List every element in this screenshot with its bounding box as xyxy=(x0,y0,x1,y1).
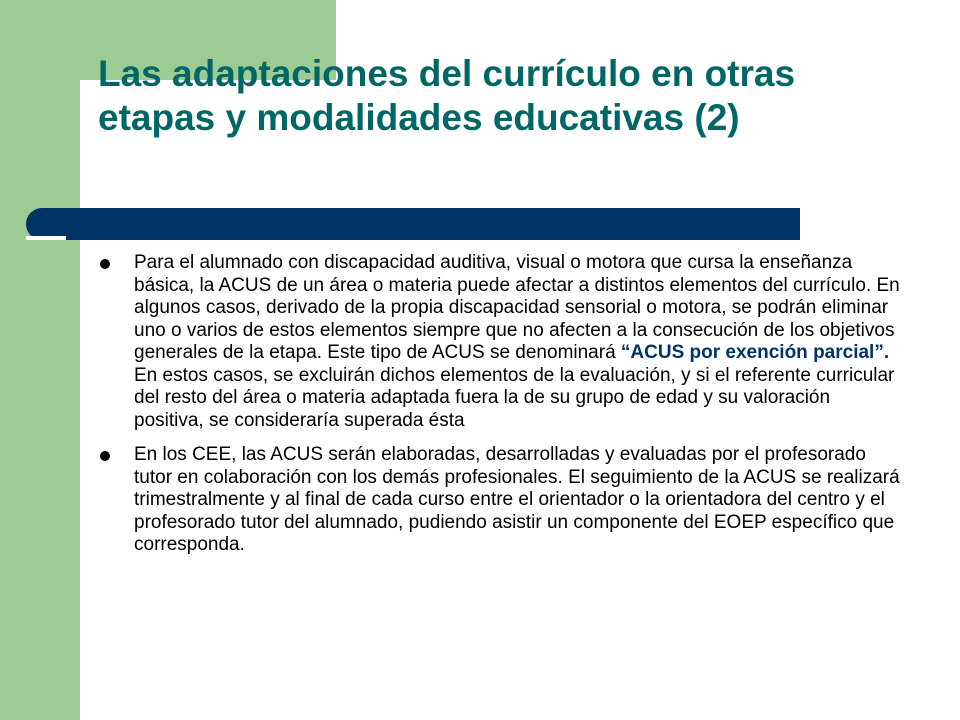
bullet-list xyxy=(100,252,900,569)
bullet-item xyxy=(100,252,900,432)
title-rule xyxy=(26,208,800,240)
bullet-emphasis: “ACUS por exención parcial”. xyxy=(620,342,890,363)
bullet-dot-icon xyxy=(100,451,110,461)
bullet-text: En los CEE, las ACUS serán elaboradas, desarrolladas y evaluadas por el profesorado tutor en colaboración con los demás profesionales. El seguimiento de la ACUS se realizará trimestralmente y al final de cada curso entre el orientador o la orientadora del centro y el profesorado tutor del alumnado, pudiendo asistir un componente del EOEP específico que corresponda. xyxy=(134,444,900,555)
bullet-dot-icon xyxy=(100,259,110,269)
bullet-text: Para el alumnado con discapacidad auditiva, visual o motora que cursa la enseñanza básica, la ACUS de un área o materia puede afectar a distintos elementos del currículo. En algunos casos, derivado de la propia discapacidad sensorial o motora, se podrán eliminar uno o varios de estos elementos siempre que no afecten a la consecución de los objetivos generales de la etapa. Este tipo de ACUS se denominará xyxy=(134,252,900,363)
green-side-band xyxy=(0,0,80,720)
bullet-text-continued: En estos casos, se excluirán dichos elementos de la evaluación, y si el referente curricular del resto del área o materia adaptada fuera la de su grupo de edad y su valoración positiva, se consideraría superada ésta xyxy=(134,364,895,431)
bullet-item xyxy=(100,444,900,557)
slide-title: Las adaptaciones del currículo en otras etapas y modalidades educativas (2) xyxy=(98,53,796,138)
